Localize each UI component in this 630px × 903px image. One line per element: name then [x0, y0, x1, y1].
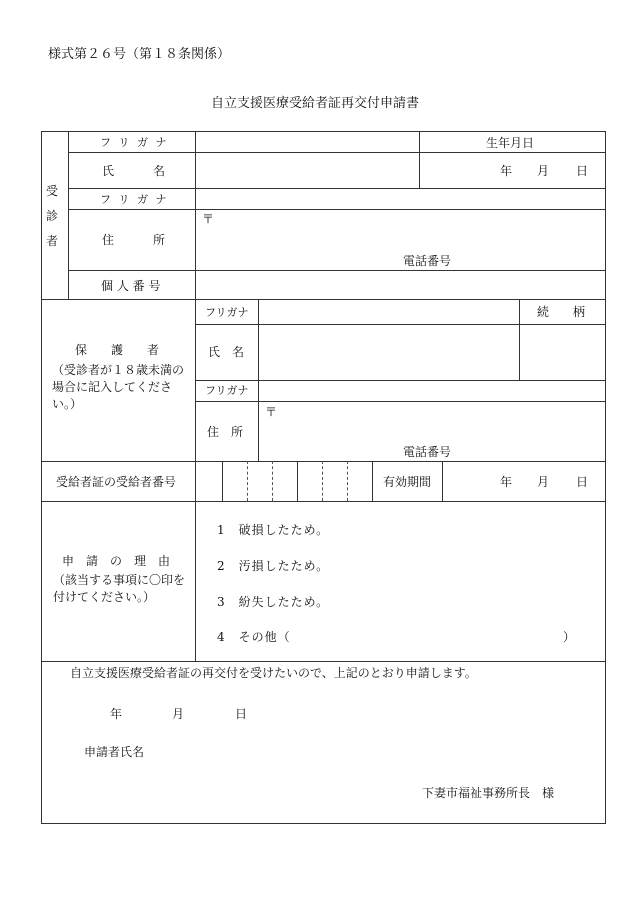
reason-close-paren: ） — [563, 630, 576, 644]
patient-furigana-field[interactable] — [196, 132, 418, 151]
patient-name-label: 氏 — [102, 164, 115, 178]
patient-name-field[interactable] — [196, 153, 418, 187]
recipient-number-field[interactable] — [196, 462, 371, 500]
validity-label: 有効期間 — [383, 475, 432, 489]
form-title: 自立支援医療受給者証再交付申請書 — [210, 96, 419, 111]
patient-furigana-label: フ リ ガ ナ — [100, 136, 169, 149]
recipient-number-label: 受給者証の受給者番号 — [56, 475, 177, 489]
patient-section-label-3: 者 — [46, 234, 59, 248]
birthdate-label: 生年月日 — [486, 136, 535, 150]
birth-day-label: 日 — [576, 164, 589, 178]
guardian-furigana2-label: フリガナ — [205, 384, 249, 397]
birth-year-label: 年 — [500, 164, 513, 178]
application-month-label: 月 — [172, 707, 185, 721]
patient-postal-mark: 〒 — [202, 212, 215, 226]
applicant-name-field[interactable] — [160, 740, 460, 764]
application-day-label: 日 — [235, 707, 248, 721]
reason-note: （該当する事項に〇印を付けてください。） — [53, 573, 186, 604]
patient-section-label-1: 受 — [46, 184, 59, 198]
guardian-postal-mark: 〒 — [265, 405, 278, 419]
reason-option-4[interactable]: 4 その他（ — [217, 630, 291, 644]
validity-year-label: 年 — [500, 475, 513, 489]
relationship-label: 続 柄 — [537, 305, 586, 319]
patient-name-label-2: 名 — [153, 164, 166, 178]
applicant-name-label: 申請者氏名 — [84, 745, 145, 759]
guardian-address-label: 住 所 — [207, 425, 244, 439]
addressee: 下妻市福祉事務所長 様 — [422, 786, 555, 800]
personal-number-label: 個 人 番 号 — [101, 279, 161, 293]
form-number: 様式第２６号（第１８条関係） — [48, 47, 231, 62]
patient-section-label-2: 診 — [46, 209, 59, 223]
guardian-phone-label: 電話番号 — [403, 445, 452, 459]
validity-day-label: 日 — [576, 475, 589, 489]
patient-furigana2-label: フ リ ガ ナ — [100, 193, 169, 206]
patient-address-label-2: 所 — [153, 233, 166, 247]
guardian-label: 保 護 者 — [75, 343, 160, 357]
guardian-furigana-label: フリガナ — [205, 306, 249, 319]
guardian-note: （受診者が１８歳未満の場合に記入してください。） — [52, 363, 185, 411]
declaration-text: 自立支援医療受給者証の再交付を受けたいので、上記のとおり申請します。 — [70, 666, 477, 680]
birth-month-label: 月 — [537, 164, 550, 178]
guardian-name-field[interactable] — [259, 325, 518, 379]
reason-option-1[interactable]: 1 破損したため。 — [217, 523, 330, 537]
reason-label: 申 請 の 理 由 — [62, 554, 171, 568]
patient-phone-label: 電話番号 — [403, 254, 452, 268]
personal-number-field[interactable] — [196, 271, 604, 298]
reason-option-3[interactable]: 3 紛失したため。 — [217, 595, 330, 609]
guardian-name-label: 氏 名 — [208, 345, 245, 359]
reason-option-2[interactable]: 2 汚損したため。 — [217, 559, 330, 573]
application-year-label: 年 — [110, 707, 123, 721]
patient-address-label: 住 — [102, 233, 115, 247]
validity-month-label: 月 — [537, 475, 550, 489]
